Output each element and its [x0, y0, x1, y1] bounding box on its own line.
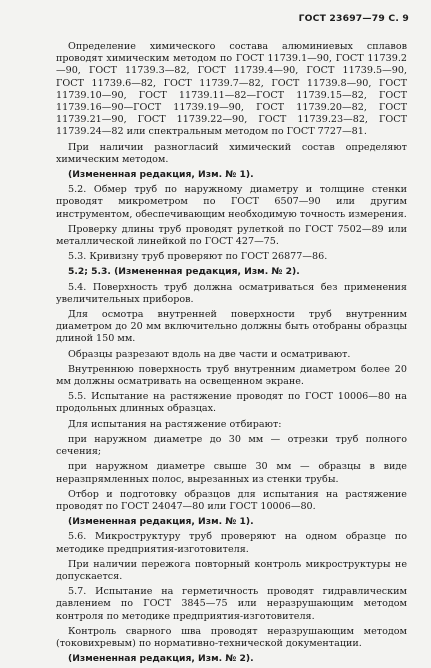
page-header: ГОСТ 23697—79 С. 9 — [298, 13, 409, 24]
amendment-note: (Измененная редакция, Изм. № 1). — [68, 169, 254, 181]
paragraph: 5.3. Кривизну труб проверяют по ГОСТ 26877—86. — [68, 251, 328, 263]
paragraph: 5.4. Поверхность труб должна осматриваться без применения увеличительных приборов. — [56, 281, 407, 305]
paragraph: при наружном диаметре до 30 мм — отрезки труб полного сечения; — [56, 433, 407, 458]
document-body — [56, 41, 407, 668]
amendment-note: 5.2; 5.3. (Измененная редакция, Изм. № 2). — [68, 266, 300, 278]
paragraph: Для осмотра внутренней поверхности труб внутренним диаметром до 20 мм включительно должны быть отобраны образцы длиной 150 мм. — [56, 309, 407, 345]
paragraph: Внутреннюю поверхность труб внутренним диаметром более 20 мм должны осматривать на освещенном экране. — [56, 363, 407, 388]
paragraph: При наличии пережога повторный контроль микроструктуры не допускается. — [56, 558, 407, 582]
paragraph: 5.7. Испытание на герметичность проводят гидравлическим давлением по ГОСТ 3845—75 или неразрушающим методом контроля по методике предприятия-изготовителя. — [56, 586, 407, 622]
paragraph: Для испытания на растяжение отбирают: — [68, 418, 282, 430]
amendment-note: (Измененная редакция, Изм. № 2). — [68, 653, 254, 665]
paragraph: при наружном диаметре свыше 30 мм — образцы в виде неразпрямленных полос, вырезанных из стенки трубы. — [56, 461, 407, 485]
paragraph: Проверку длины труб проводят рулеткой по ГОСТ 7502—89 или металлической линейкой по ГОСТ 427—75. — [56, 223, 407, 248]
paragraph: При наличии разногласий химический состав определяют химическим методом. — [56, 141, 407, 165]
amendment-note: (Измененная редакция, Изм. № 1). — [68, 516, 254, 528]
paragraph: 5.2. Обмер труб по наружному диаметру и толщине стенки проводят микрометром по ГОСТ 6507—90 или другим инструментом, обеспечивающим необходимую точность измерения. — [56, 184, 407, 220]
paragraph: Образцы разрезают вдоль на две части и осматривают. — [68, 348, 351, 360]
paragraph: Определение химического состава алюминиевых сплавов проводят химическим методом по ГОСТ 11739.1—90, ГОСТ 11739.2—90, ГОСТ 11739.3—82, ГОСТ 11739.4—90, ГОСТ 11739.5—90, ГОСТ 11739.6—82, ГОСТ 11739.7—82, ГОСТ 11739.8—90, ГОСТ 11739.10—90, ГОСТ 11739.11—82—ГОСТ 11739.15—82, ГОСТ 11739.16—90—ГОСТ 11739.19—90, ГОСТ 11739.20—82, ГОСТ 11739.21—90, ГОСТ 11739.22—90, ГОСТ 11739.23—82, ГОСТ 11739.24—82 или спектральным методом по ГОСТ 7727—81. — [56, 41, 407, 138]
paragraph: 5.5. Испытание на растяжение проводят по ГОСТ 10006—80 на продольных длинных образцах. — [56, 391, 407, 415]
paragraph: 5.6. Микроструктуру труб проверяют на одном образце по методике предприятия-изготовителя. — [56, 531, 407, 555]
paragraph: Отбор и подготовку образцов для испытания на растяжение проводят по ГОСТ 24047—80 или ГОСТ 10006—80. — [56, 488, 407, 512]
paragraph: Контроль сварного шва проводят неразрушающим методом (токовихревым) по нормативно-технической документации. — [56, 625, 407, 649]
